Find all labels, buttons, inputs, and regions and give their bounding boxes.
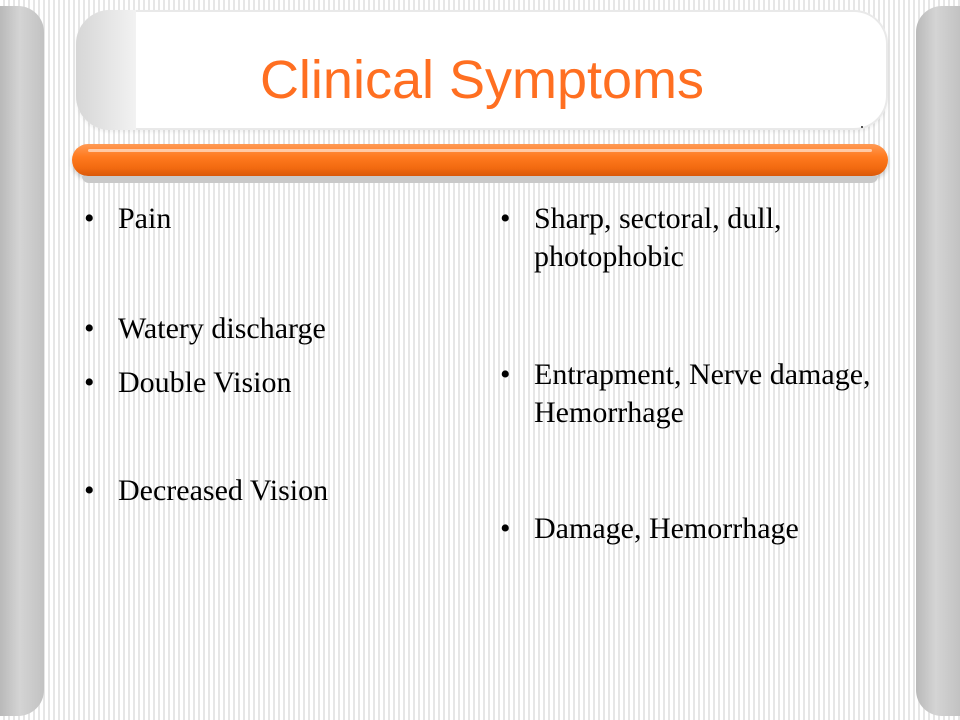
bullet-icon: • xyxy=(500,512,511,545)
bullet-icon: • xyxy=(500,358,511,391)
list-item xyxy=(500,510,890,548)
bullet-text: Pain xyxy=(118,202,172,235)
list-item xyxy=(84,200,454,238)
bullet-text: Sharp, sectoral, dull, photophobic xyxy=(534,202,782,273)
bullet-icon: • xyxy=(84,202,95,235)
list-item xyxy=(84,472,454,510)
accent-bar xyxy=(72,144,888,176)
right-side-tab xyxy=(916,6,960,716)
bullet-icon: • xyxy=(84,366,95,399)
bullet-icon: • xyxy=(84,474,95,507)
bullet-text: Watery discharge xyxy=(118,312,326,345)
decorative-dot xyxy=(861,126,863,128)
title-panel xyxy=(76,10,888,130)
slide-title: Clinical Symptoms xyxy=(259,50,705,110)
list-item xyxy=(500,356,890,432)
accent-bar-shadow xyxy=(82,176,878,183)
bullet-text: Damage, Hemorrhage xyxy=(534,512,799,545)
list-item xyxy=(84,364,454,402)
left-side-tab xyxy=(0,6,44,716)
list-item xyxy=(84,310,454,348)
list-item xyxy=(500,200,890,276)
bullet-text: Entrapment, Nerve damage, Hemorrhage xyxy=(534,358,871,429)
bullet-text: Double Vision xyxy=(118,366,292,399)
bullet-icon: • xyxy=(84,312,95,345)
bullet-text: Decreased Vision xyxy=(118,474,329,507)
bullet-icon: • xyxy=(500,202,511,235)
